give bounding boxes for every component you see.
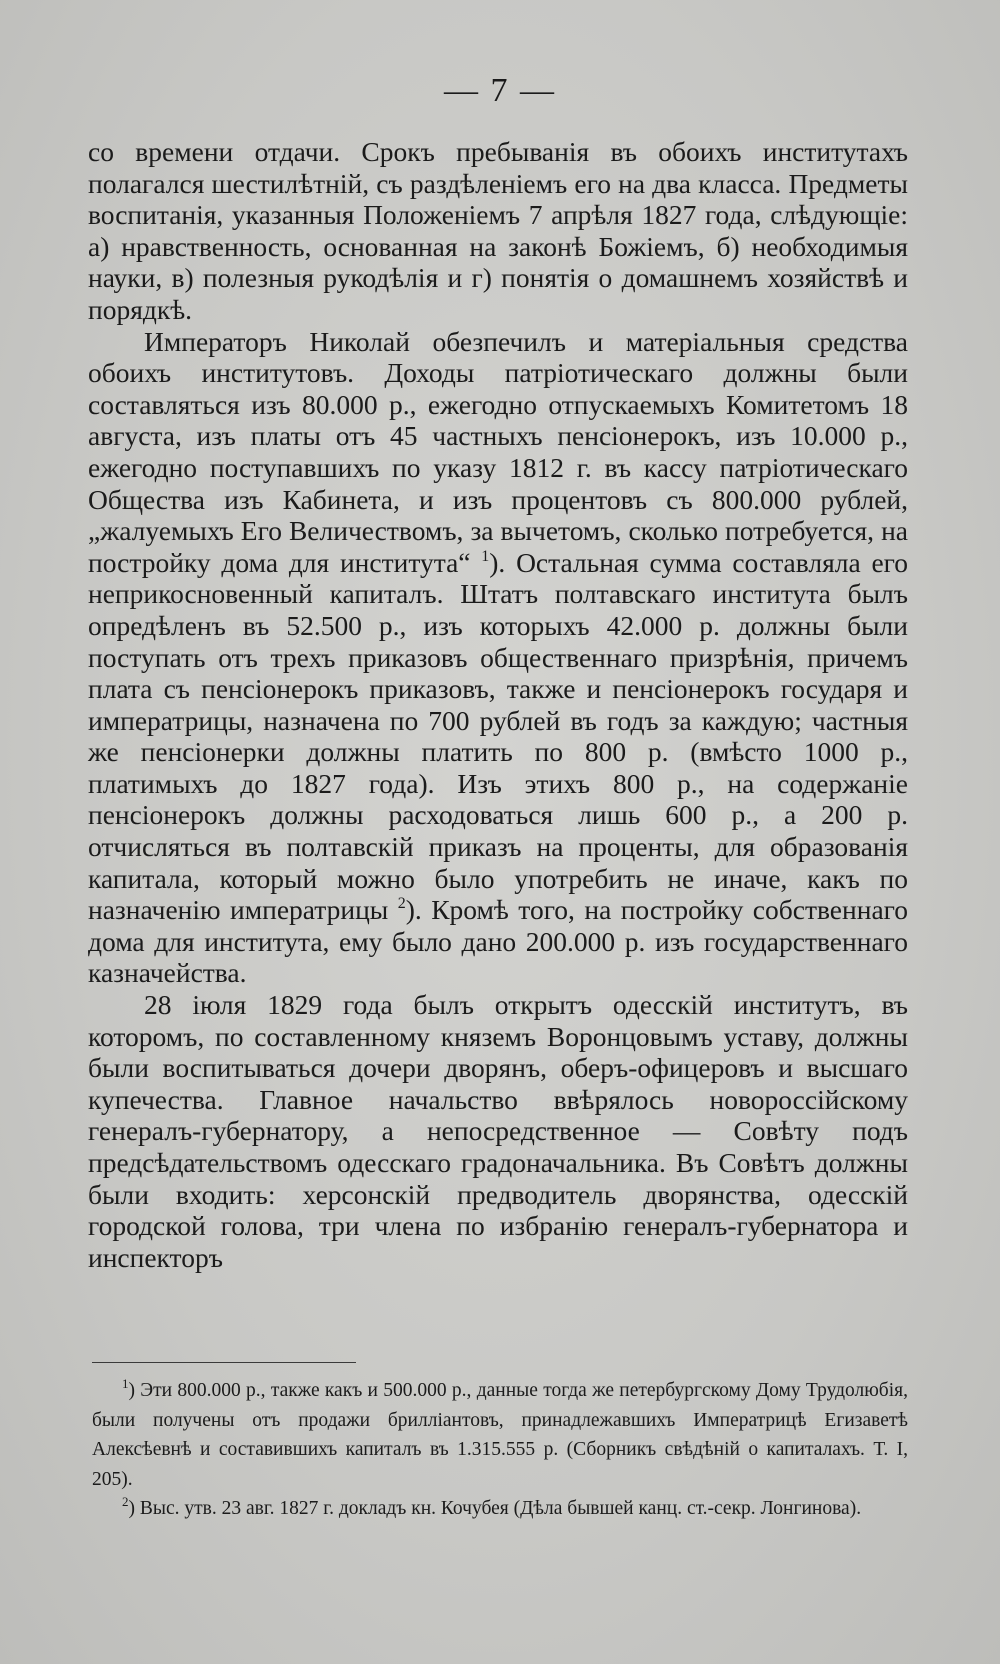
footnote-text: ) Выс. утв. 23 авг. 1827 г. докладъ кн. Кочубея (Дѣла бывшей канц. ст.-секр. Лонгинова). xyxy=(128,1498,862,1519)
main-text xyxy=(88,136,908,1273)
paragraph-text: ). Кромѣ того, на постройку собственнаго дома для института, ему было дано 200.000 р. изъ государственнаго казначейства. xyxy=(88,894,908,989)
page-number: — 7 — xyxy=(444,72,556,109)
paragraph xyxy=(88,136,908,326)
paragraph-text: 28 іюля 1829 года былъ открытъ одесскій институтъ, въ которомъ, по составленному княземъ Воронцовымъ уставу, должны были воспитываться дочери дворянъ, оберъ-офицеровъ и высшаго купечества. Главное начальство ввѣрялось новороссійскому генералъ-губернатору, а непосредственное — Совѣту подъ предсѣдательствомъ одесскаго градоначальника. Въ Совѣтъ должны были входить: херсонскій предводитель дворянства, одесскій городской голова, три члена по избранію генералъ-губернатора и инспекторъ xyxy=(88,989,908,1273)
paragraph xyxy=(88,326,908,989)
footnote xyxy=(92,1494,908,1524)
paragraph-text: со времени отдачи. Срокъ пребыванія въ обоихъ институтахъ полагался шестилѣтній, съ раздѣленіемъ его на два класса. Предметы воспитанія, указанныя Положеніемъ 7 апрѣля 1827 года, слѣдующіе: а) нравственность, основанная на законѣ Божіемъ, б) необходимыя науки, в) полезныя рукодѣлія и г) понятія о домашнемъ хозяйствѣ и порядкѣ. xyxy=(88,136,908,325)
paragraph-text: ). Остальная сумма составляла его неприкосновенный капиталъ. Штатъ полтавскаго института былъ опредѣленъ въ 52.500 р., изъ которыхъ 42.000 р. должны были поступать отъ трехъ приказовъ общественнаго призрѣнія, причемъ плата съ пенсіонерокъ приказовъ, также и пенсіонерокъ государя и императрицы, назначена по 700 рублей въ годъ за каждую; частныя же пенсіонерки должны платить по 800 р. (вмѣсто 1000 р., платимыхъ до 1827 года). Изъ этихъ 800 р., на содержаніе пенсіонерокъ должны расходоваться лишь 600 р., а 200 р. отчисляться въ полтавскій приказъ на проценты, для образованія капитала, который можно было употребить не иначе, какъ по назначенію императрицы xyxy=(88,546,908,926)
paragraph-text: Императоръ Николай обезпечилъ и матеріальныя средства обоихъ институтовъ. Доходы патріотическаго должны были составляться изъ 80.000 р., ежегодно отпускаемыхъ Комитетомъ 18 августа, изъ платы отъ 45 частныхъ пенсіонерокъ, изъ 10.000 р., ежегодно поступавшихъ по указу 1812 г. въ кассу патріотическаго Общества изъ Кабинета, и изъ процентовъ съ 800.000 рублей, „жалуемыхъ Его Величествомъ, за вычетомъ, сколько потребуется, на постройку дома для института“ xyxy=(88,325,908,578)
footnote-mark: 1 xyxy=(122,1376,129,1391)
footnote xyxy=(92,1376,908,1494)
footnote-text: ) Эти 800.000 р., также какъ и 500.000 р., данные тогда же петербургскому Дому Трудолюбія, были получены отъ продажи бриллiантовъ, принадлежавшихъ Императрицѣ Егизаветѣ Алексѣевнѣ и составившихъ капиталъ въ 1.315.555 р. (Сборникъ свѣдѣній о капиталахъ. Т. I, 205). xyxy=(92,1380,908,1490)
footnote-reference: 1 xyxy=(481,547,490,565)
paragraph xyxy=(88,989,908,1273)
footnote-mark: 2 xyxy=(122,1494,129,1509)
footnote-reference: 2 xyxy=(397,895,406,913)
footnotes xyxy=(92,1376,908,1524)
footnote-divider xyxy=(92,1362,356,1363)
